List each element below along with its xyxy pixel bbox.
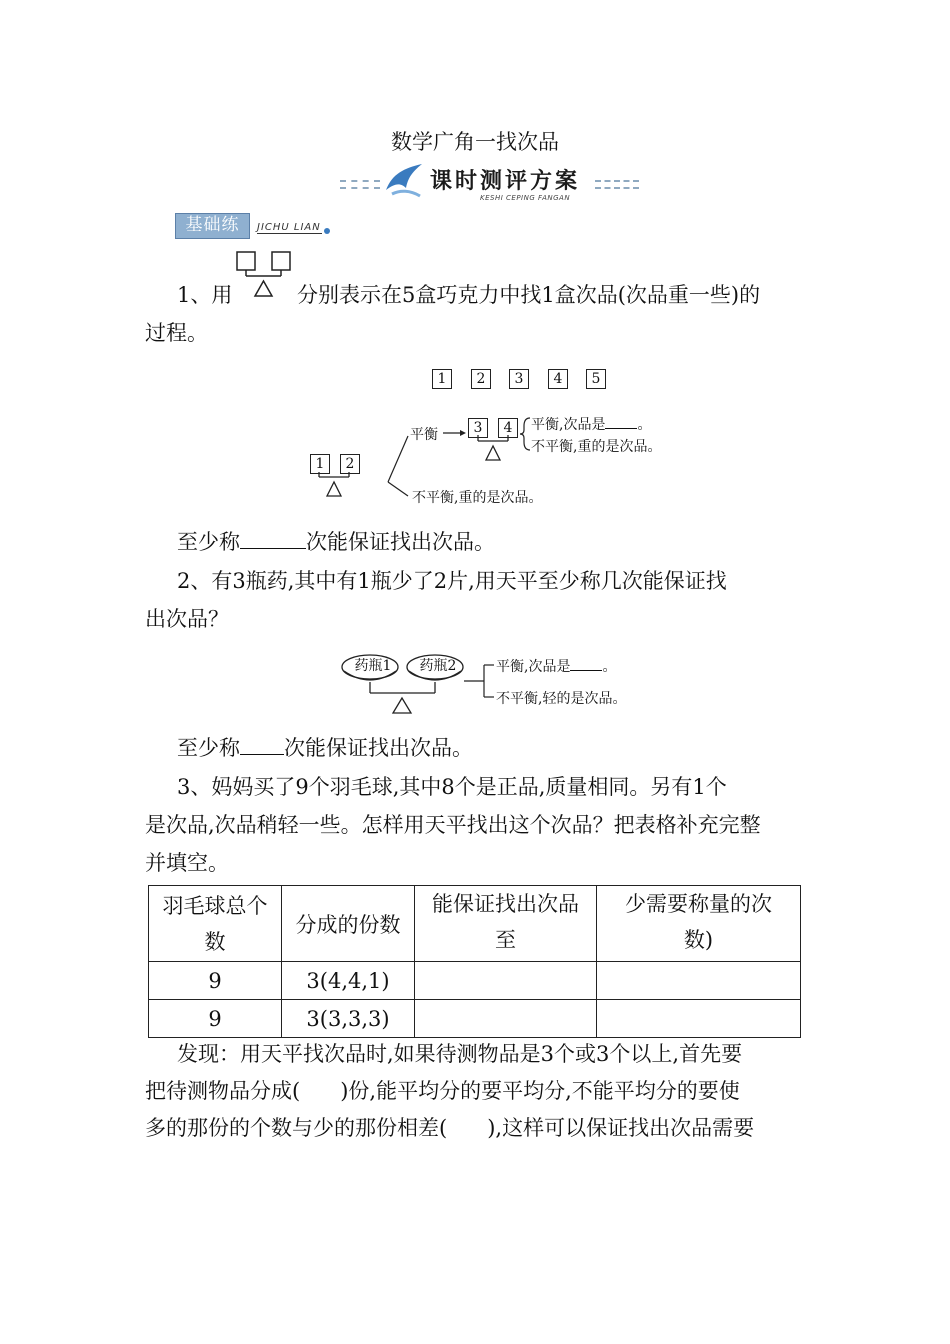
- unbalanced-outer-result: 不平衡,重的是次品。: [412, 490, 543, 506]
- q1-answer-blank[interactable]: [240, 547, 306, 549]
- unbalanced-inner-result: 不平衡,重的是次品。: [531, 439, 662, 455]
- q3-text-line3: 并填空。: [145, 851, 229, 875]
- bird-logo-icon: [382, 160, 428, 200]
- balance-right-box-3: 3: [468, 418, 488, 438]
- q2-answer: [177, 733, 473, 763]
- cell-parts: 3(3,3,3): [282, 1000, 415, 1038]
- header-total-line2: 数: [204, 929, 226, 954]
- finding-line3: 多的那份的个数与少的那份相差( ),这样可以保证找出次品需要: [145, 1116, 755, 1140]
- balanced-result: [531, 414, 651, 434]
- q2-balanced-result: [496, 656, 616, 676]
- header-min-line1: 能保证找出次品: [432, 892, 579, 916]
- finding-line1: 发现：用天平找次品时,如果待测物品是3个或3个以上,首先要: [177, 1042, 743, 1066]
- header-count-line2: 数): [683, 928, 714, 952]
- balance-left-box-1: 1: [310, 454, 330, 474]
- balance-right-box-4: 4: [498, 418, 518, 438]
- bottle-1-label: 药瓶1: [354, 658, 392, 674]
- chocolate-box-3: 3: [509, 369, 529, 389]
- banner-dash-left: [340, 180, 380, 182]
- cell-answer-min[interactable]: [415, 962, 597, 1000]
- finding-line2: 把待测物品分成( )份,能平均分的要平均分,不能平均分的要使: [145, 1079, 740, 1103]
- q2-balanced-blank[interactable]: [570, 669, 602, 671]
- chocolate-box-2: 2: [471, 369, 491, 389]
- q3-text-line2: 是次品,次品稍轻一些。怎样用天平找出这个次品？把表格补充完整: [145, 813, 761, 837]
- cell-answer-min[interactable]: [415, 1000, 597, 1038]
- header-parts-line1: 分成的份数: [295, 912, 401, 937]
- header-total-line1: 羽毛球总个: [162, 893, 268, 918]
- q2-text: 2、有3瓶药,其中有1瓶少了2片,用天平至少称几次能保证找: [177, 569, 727, 593]
- chocolate-box-4: 4: [548, 369, 568, 389]
- header-total: [149, 886, 282, 962]
- cell-total: 9: [149, 962, 282, 1000]
- q2-answer-suffix: 次能保证找出次品。: [284, 736, 473, 760]
- q1-text-line2: 过程。: [145, 321, 208, 345]
- header-parts: [282, 886, 415, 962]
- page-title: 数学广角一找次品: [391, 130, 559, 154]
- banner-dash-right: [595, 180, 639, 182]
- header-min: [415, 886, 597, 962]
- q3-table: [148, 885, 801, 1038]
- bottle-2-label: 药瓶2: [419, 658, 457, 674]
- section-label-pinyin: JICHU LIAN: [257, 222, 321, 233]
- q1-answer: [177, 527, 495, 557]
- header-count-line1: 少需要称量的次: [625, 892, 772, 916]
- q2-answer-blank[interactable]: [240, 753, 284, 755]
- balanced-result-text: 平衡,次品是: [531, 417, 606, 433]
- cell-parts: 3(4,4,1): [282, 962, 415, 1000]
- table-row: [149, 1000, 801, 1038]
- answer-blank[interactable]: [605, 427, 637, 429]
- chocolate-box-1: 1: [432, 369, 452, 389]
- balance-left-box-2: 2: [340, 454, 360, 474]
- q1-prefix: 1、用: [177, 283, 233, 307]
- table-header-row: [149, 886, 801, 962]
- banner-subtitle: KESHI CEPING FANGAN: [480, 194, 571, 202]
- q2-unbalanced-result: 不平衡,轻的是次品。: [496, 691, 627, 707]
- cell-answer-count[interactable]: [597, 962, 801, 1000]
- q3-text: 3、妈妈买了9个羽毛球,其中8个是正品,质量相同。另有1个: [177, 775, 727, 799]
- banner-dash-right-2: [595, 187, 639, 189]
- balance-symbol-icon: [234, 250, 294, 302]
- chocolate-box-5: 5: [586, 369, 606, 389]
- cell-total: 9: [149, 1000, 282, 1038]
- table-row: [149, 962, 801, 1000]
- section-label-box: 基础练: [175, 213, 250, 239]
- q1-text: 分别表示在5盒巧克力中找1盒次品(次品重一些)的: [297, 283, 761, 307]
- q2-balanced-end: 。: [602, 659, 617, 675]
- q2-balanced-text: 平衡,次品是: [496, 659, 571, 675]
- branch-balanced-label: 平衡: [410, 427, 438, 443]
- drop-icon: [323, 225, 331, 235]
- q2-text-line2: 出次品？: [145, 607, 229, 631]
- balanced-result-end: 。: [637, 417, 652, 433]
- q1-answer-suffix: 次能保证找出次品。: [306, 530, 495, 554]
- q2-answer-prefix: 至少称: [177, 736, 240, 760]
- cell-answer-count[interactable]: [597, 1000, 801, 1038]
- header-count: [597, 886, 801, 962]
- q1-answer-prefix: 至少称: [177, 530, 240, 554]
- banner-dash-left-2: [340, 187, 380, 189]
- banner-title: 课时测评方案: [430, 169, 581, 194]
- header-min-line2: 至: [495, 928, 516, 952]
- banner: [340, 160, 640, 206]
